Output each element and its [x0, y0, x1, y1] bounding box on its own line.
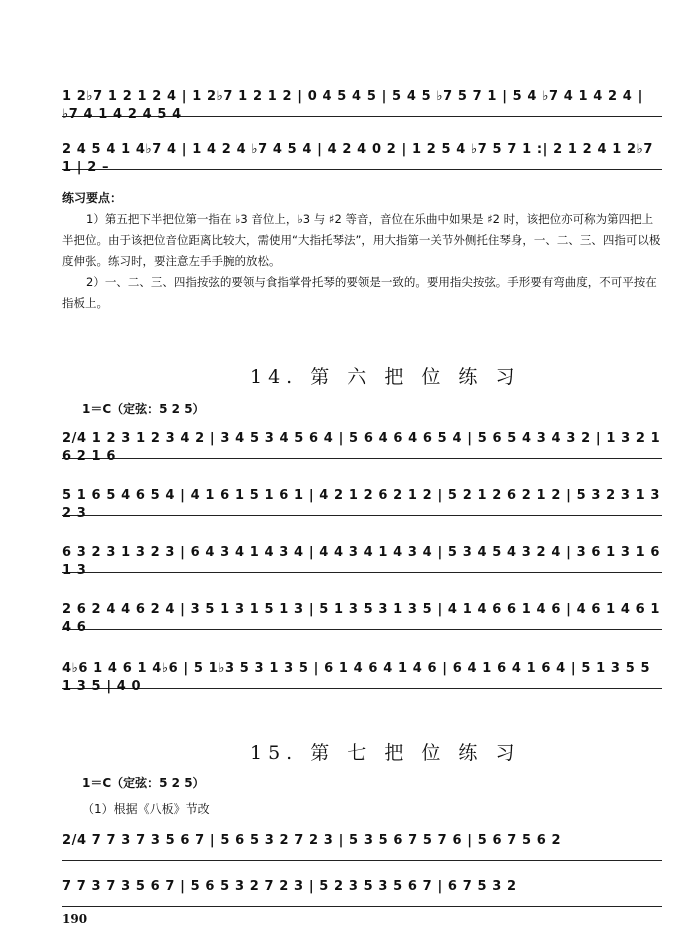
section-15-key: 1＝C（定弦：5 2 5）	[82, 776, 205, 790]
section-15-subtitle: （1）根据《八板》节改	[82, 802, 210, 816]
notation-row-14-5: 4♭6 1 4 6 1 4♭6 | 5 1♭3 5 3 1 3 5 | 6 1 4 6 4 1 4 6 | 6 4 1 6 4 1 6 4 | 5 1 3 5 5 1 3 5 | 4 0	[62, 660, 662, 689]
notation-row-14-3: 6 3 2 3 1 3 2 3 | 6 4 3 4 1 4 3 4 | 4 4 3 4 1 4 3 4 | 5 3 4 5 4 3 2 4 | 3 6 1 3 1 6 1 3	[62, 545, 661, 578]
page-number: 190	[62, 912, 88, 926]
notation-row-14-1: 2/4 1 2 3 1 2 3 4 2 | 3 4 5 3 4 5 6 4 | 5 6 4 6 4 6 5 4 | 5 6 5 4 3 4 3 2 | 1 3 2 1 6 2 1 6	[62, 431, 661, 464]
practice-note-2: 2）一、二、三、四指按弦的要领与食指掌骨托琴的要领是一致的。要用指尖按弦。手形要有弯曲度，不可平按在指板上。	[62, 275, 657, 310]
practice-notes-title: 练习要点：	[62, 191, 123, 205]
notation-row-14-2: 5 1 6 5 4 6 5 4 | 4 1 6 1 5 1 6 1 | 4 2 1 2 6 2 1 2 | 5 2 1 2 6 2 1 2 | 5 3 2 3 1 3 2 3	[62, 488, 661, 521]
section-15-title: 15. 第 七 把 位 练 习	[250, 742, 521, 764]
practice-notes	[62, 188, 662, 314]
notation-row-15-2: 7 7 3 7 3 5 6 7 | 5 6 5 3 2 7 2 3 | 5 2 3 5 3 5 6 7 | 6 7 5 3 2	[62, 878, 662, 907]
practice-note-1: 1）第五把下半把位第一指在 ♭3 音位上，♭3 与 ♯2 等音，音位在乐曲中如果是 ♯2 时，该把位亦可称为第四把上半把位。由于该把位音位距离比较大，需使用“大指托琴法”，用大指第一关节外侧托住琴身，一、二、三、四指可以极度伸张。练习时，要注意左手手腕的放松。	[62, 212, 661, 268]
section-14-key: 1＝C（定弦：5 2 5）	[82, 402, 205, 416]
notation-row-top-2: 2 4 5 4 1 4♭7 4 | 1 4 2 4 ♭7 4 5 4 | 4 2 4 0 2 | 1 2 5 4 ♭7 5 7 1 :| 2 1 2 4 1 2♭7 1 | 2 –	[62, 141, 662, 170]
notation-row-15-1: 2/4 7 7 3 7 3 5 6 7 | 5 6 5 3 2 7 2 3 | 5 3 5 6 7 5 7 6 | 5 6 7 5 6 2	[62, 832, 662, 861]
notation-row-14-4: 2 6 2 4 4 6 2 4 | 3 5 1 3 1 5 1 3 | 5 1 3 5 3 1 3 5 | 4 1 4 6 6 1 4 6 | 4 6 1 4 6 1 4 6	[62, 602, 661, 635]
section-14-title: 14. 第 六 把 位 练 习	[250, 366, 521, 388]
notation-row-top-1: 1 2♭7 1 2 1 2 4 | 1 2♭7 1 2 1 2 | 0 4 5 4 5 | 5 4 5 ♭7 5 7 1 | 5 4 ♭7 4 1 4 2 4 | ♭7 4 1 4 2 4 5 4	[62, 88, 662, 117]
